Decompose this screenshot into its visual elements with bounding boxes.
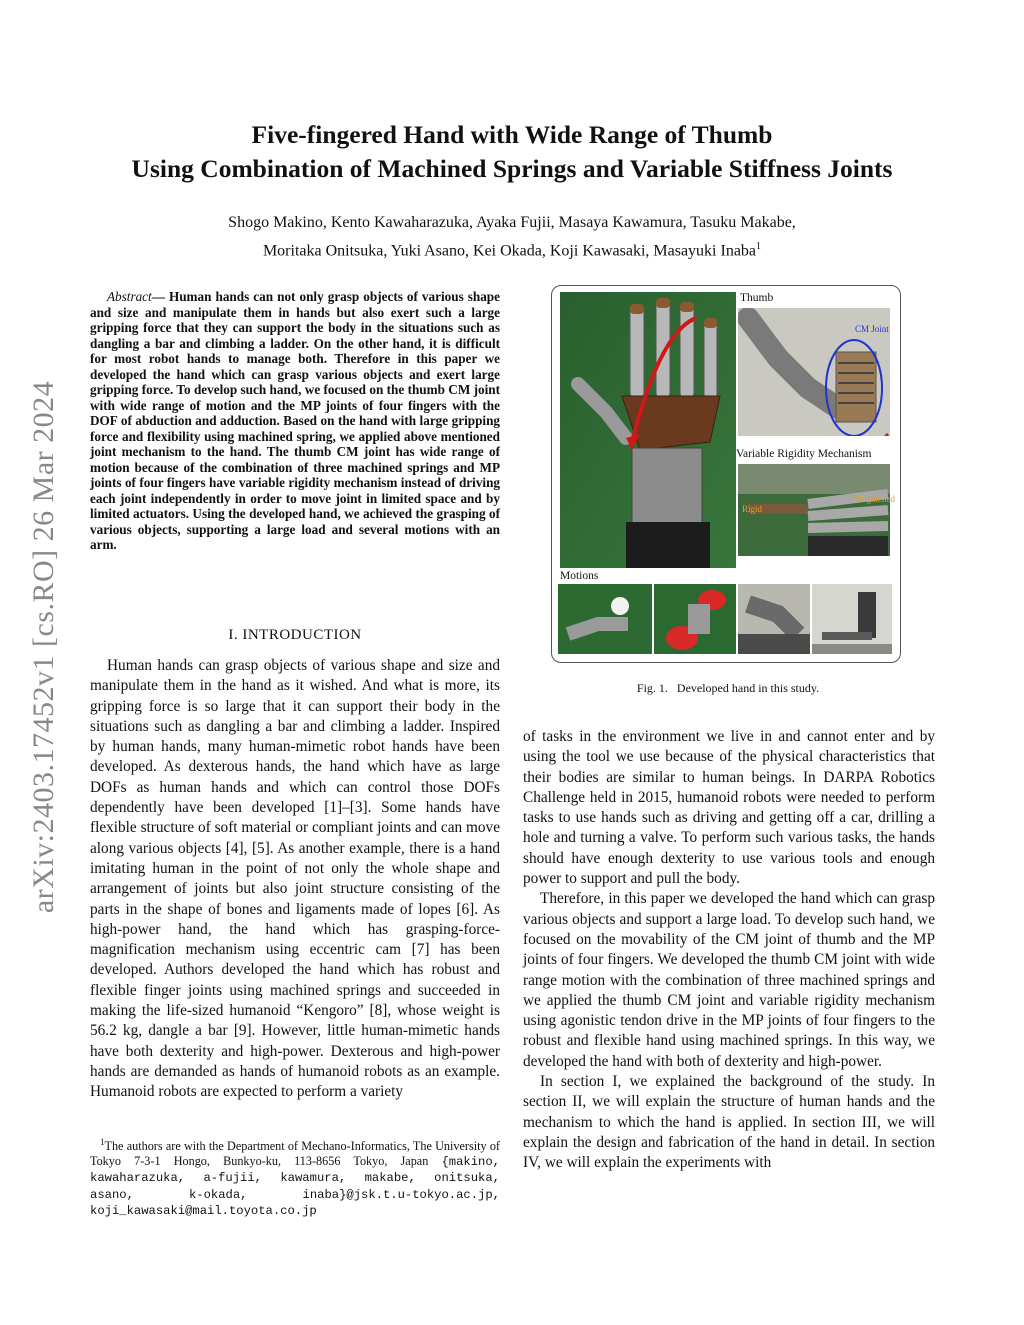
section-heading-introduction: I. INTRODUCTION	[228, 627, 362, 643]
author-list	[90, 211, 934, 263]
title-line-2: Using Combination of Machined Springs and Variable Stiffness Joints	[131, 154, 893, 183]
abstract	[90, 289, 500, 553]
right-column-text	[523, 727, 935, 1174]
footnote-mark: 1	[100, 1137, 105, 1147]
footnote-emails: {makino, kawaharazuka, a-fujii, kawamura, makabe, onitsuka, asano, k-okada, inaba}@jsk.t.u-tokyo.ac.jp, koji_kawasaki@mail.toyota.co.jp	[90, 1155, 500, 1218]
hand-main-photo	[560, 292, 736, 568]
label-motions: Motions	[560, 570, 599, 582]
label-rigid: Rigid	[742, 504, 763, 514]
footnote-text: The authors are with the Department of Mechano-Informatics, The University of Tokyo 7-3-1 Hongo, Bunkyo-ku, 113-8656 Tokyo, Japan	[90, 1139, 500, 1169]
motion-photo-1	[558, 584, 652, 654]
author-affiliation-footnote	[90, 1135, 500, 1219]
authors-line-2: Moritaka Onitsuka, Yuki Asano, Kei Okada, Koji Kawasaki, Masayuki Inaba$^1$	[262, 241, 762, 260]
intro-paragraph-4: In section I, we explained the background of the study. In section II, we will explain the structure of human hands and the mechanism to which the hand is applied. In section III, we will explain the design and fabrication of the hand in detail. In section IV, we will explain the experiments with	[523, 1073, 935, 1172]
figure-1	[551, 285, 901, 663]
title-line-1: Five-fingered Hand with Wide Range of Thumb	[251, 120, 773, 149]
authors-line-1: Shogo Makino, Kento Kawaharazuka, Ayaka Fujii, Masaya Kawamura, Tasuku Makabe,	[228, 214, 796, 231]
intro-paragraph-2: of tasks in the environment we live in and cannot enter and by using the tool we use because of the physical characteristics that their bodies are similar to human beings. In DARPA Robotics Challenge held in 2015, humanoid robots were needed to perform tasks to use hands such as driving and getting off a car, drilling a hole and turning a valve. To perform such various tasks, the hands should have enough dexterity to use various tools and enough power to support and pull the body.	[523, 728, 935, 888]
abstract-text: — Human hands can not only grasp objects of various shape and size and manipulate them in hands but also exert such a large gripping force that they can support the body in the situations such as dangling a bar and climbing a ladder. On the other hand, it is difficult for most robot hands to manage both. Therefore in this paper we developed the hand which can grasp various objects and exert large gripping force. To develop such hand, we focused on the thumb CM joint with wide range of motion and the MP joints of four fingers with the DOF of abduction and adduction. Based on the hand with large gripping force and flexibility using machined spring, we applied above mentioned joint mechanism to the hand. The thumb CM joint has wide range of motion because of the combination of three machined springs and MP joints of four fingers have variable rigidity mechanism instead of driving each joint independently in order to move joint in limited space and by limited actuators. Using the developed hand, we achieved the grasping of various objects, supporting a large load and several motions with an arm.	[90, 289, 500, 552]
label-variable-rigidity-mechanism: Variable Rigidity Mechanism	[736, 448, 872, 460]
figure-1-caption: Fig. 1. Developed hand in this study.	[636, 681, 820, 695]
intro-paragraph-1: Human hands can grasp objects of various shape and size and manipulate them in the hand as it wished. And what is more, its gripping force is so large that it can support their body in the situations such as dangling a bar and climbing a ladder. Inspired by human hands, many human-mimetic robot hands have been developed. As dexterous hands, the hand which have as large DOFs as human hands and which can control those DOFs dependently have been developed [1]–[3]. Some hands have flexible structure of soft material or compliant joints and can move along various objects [4], [5]. As another example, there is a hand imitating human in the point of not only the whole shape and arrangement of joints but also joint structure consisting of the parts in the shape of bones and ligaments made of lopes [6]. As high-power hand, the hand which has grasping-force-magnification mechanism using eccentric cam [7] has been developed. Authors developed the hand which has robust and flexible finger joints using machined springs and succeeded in making the life-sized humanoid “Kengoro” [8], whose weight is 56.2 kg, dangle a bar [9]. However, little human-mimetic hands have both dexterity and high-power. Dexterous and high-power hands are demanded as hands of humanoid robots as an example. Humanoid robots are expected to perform a variety	[90, 657, 500, 1101]
arxiv-identifier: arXiv:2403.17452v1 [cs.RO] 26 Mar 2024	[27, 380, 60, 914]
label-cm-joint: CM Joint	[855, 324, 889, 334]
label-tightened: Thightened	[854, 494, 895, 504]
abstract-label: Abstract	[107, 289, 152, 304]
motion-photo-2	[654, 584, 736, 654]
label-thumb: Thumb	[740, 292, 774, 304]
intro-paragraph-3: Therefore, in this paper we developed the hand which can grasp various objects and support a large load. To develop such hand, we focused on the movability of the CM joint of thumb and the MP joints of four fingers. We developed the thumb CM joint with wide range motion with the combination of three machined springs and we applied the thumb CM joint and variable rigidity mechanism using agonistic tendon drive in the MP joints of four fingers to the robust and flexible hand using machined springs. In this way, we developed the hand with both of dexterity and high-power.	[523, 890, 935, 1070]
motion-photo-4	[812, 584, 892, 654]
motion-photo-3	[738, 584, 810, 654]
author-footnote-mark: 1	[756, 241, 762, 252]
paper-title	[90, 118, 934, 186]
